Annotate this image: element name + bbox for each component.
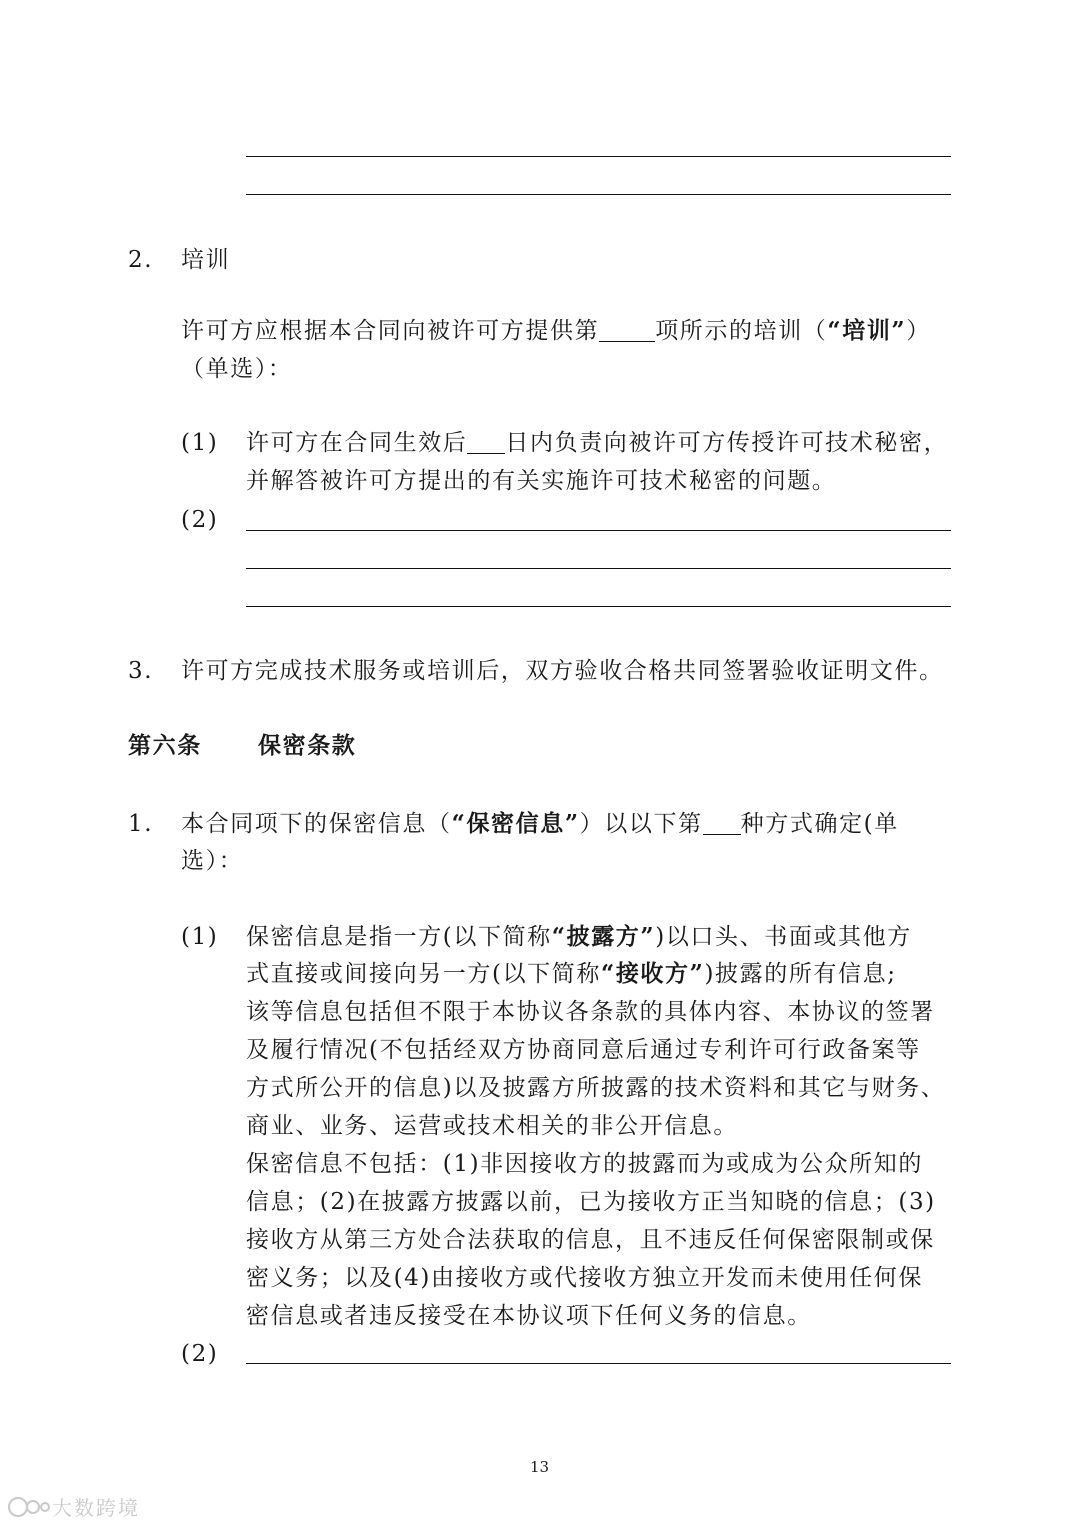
paragraph-line: 接收方从第三方处合法获取的信息，且不违反任何保密限制或保 [246, 1227, 935, 1253]
paragraph-line [181, 805, 899, 843]
text: 种方式确定(单 [740, 811, 899, 837]
fill-line [246, 606, 951, 607]
paragraph-line: 许可方完成技术服务或培训后，双方验收合格共同签署验收证明文件。 [181, 658, 944, 684]
paragraph-line: 保密信息不包括：(1)非因接收方的披露而为或成为公众所知的 [246, 1151, 923, 1177]
paragraph-line: 选）： [181, 848, 244, 874]
paragraph-line [246, 918, 912, 956]
bold-term: “接收方” [600, 960, 705, 987]
watermark-logo-icon [6, 1494, 52, 1520]
text: ）以以下第 [579, 811, 703, 837]
watermark [6, 1492, 140, 1521]
text: 日内负责向被许可方传授许可技术秘密， [505, 430, 949, 456]
text: 式直接或间接向另一方(以下简称 [246, 961, 601, 987]
text: )披露的所有信息; [704, 961, 897, 987]
paragraph-line [246, 424, 948, 462]
item-number: (1) [181, 430, 219, 456]
text: 许可方应根据本合同向被许可方提供第 [181, 318, 600, 344]
text: )以口头、书面或其他方 [655, 924, 912, 950]
paragraph-line: （单选）： [181, 356, 293, 382]
paragraph-line [181, 312, 931, 350]
page-number: 13 [530, 1458, 550, 1476]
paragraph-line [246, 955, 897, 993]
bold-term: “培训” [827, 317, 907, 344]
fill-line [246, 568, 951, 569]
clause-number: 1. [128, 811, 154, 837]
item-number: (2) [181, 507, 219, 533]
text: 保密信息是指一方(以下简称 [246, 924, 552, 950]
bold-term: “披露方” [551, 923, 656, 950]
fill-blank [703, 808, 741, 835]
watermark-text: 大数跨境 [52, 1496, 140, 1520]
paragraph-line: 信息；(2)在披露方披露以前，已为接收方正当知晓的信息；(3) [246, 1189, 936, 1215]
section-title: 培训 [181, 247, 231, 273]
fill-line [246, 530, 951, 531]
item-number: (2) [181, 1341, 219, 1367]
article-label: 第六条 [128, 732, 202, 759]
fill-line [246, 1363, 951, 1364]
paragraph-line: 方式所公开的信息)以及披露方所披露的技术资料和其它与财务、 [246, 1075, 946, 1101]
paragraph-line: 密信息或者违反接受在本协议项下任何义务的信息。 [246, 1303, 812, 1329]
paragraph-line: 商业、业务、运营或技术相关的非公开信息。 [246, 1113, 738, 1139]
item-number: (1) [181, 924, 219, 950]
paragraph-line: 密义务；以及(4)由接收方或代接收方独立开发而未使用任何保 [246, 1265, 923, 1291]
fill-line [246, 156, 951, 157]
section-number: 3. [128, 658, 154, 684]
paragraph-line: 该等信息包括但不限于本协议各条款的具体内容、本协议的签署 [246, 999, 935, 1025]
text: ） [906, 318, 931, 344]
text: 许可方在合同生效后 [246, 430, 468, 456]
text: 项所示的培训（ [655, 318, 828, 344]
article-title: 保密条款 [258, 732, 357, 759]
section-number: 2. [128, 247, 154, 273]
paragraph-line: 及履行情况(不包括经双方协商同意后通过专利许可行政备案等 [246, 1037, 921, 1063]
paragraph-line: 并解答被许可方提出的有关实施许可技术秘密的问题。 [246, 468, 837, 494]
fill-blank [467, 427, 505, 454]
fill-blank [599, 315, 655, 342]
bold-term: “保密信息” [451, 810, 580, 837]
text: 本合同项下的保密信息（ [181, 811, 452, 837]
fill-line [246, 194, 951, 195]
